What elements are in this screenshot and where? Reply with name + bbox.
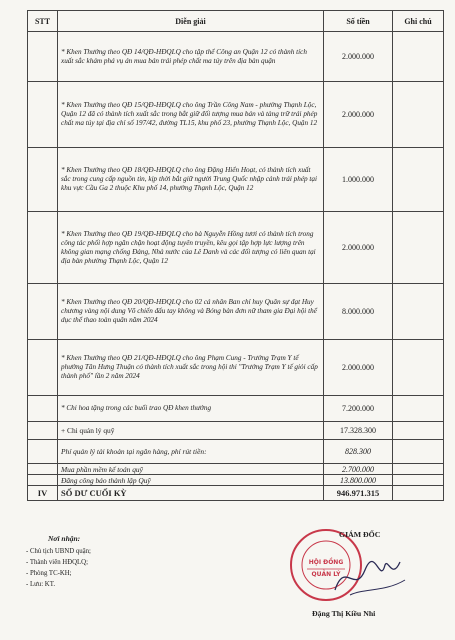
row-stt [28,396,58,422]
row-stt [28,464,58,475]
header-description: Diễn giải [58,11,324,32]
row-amount: 828.300 [324,440,393,464]
row-description: Đăng công báo thành lập Quỹ [58,475,324,486]
row-note [393,284,444,340]
row-amount: 2.000.000 [324,82,393,148]
table-row [28,148,444,212]
final-balance-row [28,486,444,501]
recipient-item: - Phòng TC-KH; [26,570,72,577]
svg-text:HỘI ĐỒNG: HỘI ĐỒNG [308,559,344,566]
row-amount: 17.328.300 [324,422,393,440]
signatory-name: Đặng Thị Kiều Nhi [312,609,376,618]
row-stt [28,284,58,340]
official-seal-icon [287,526,365,604]
table-row [28,440,444,464]
final-note [393,486,444,501]
row-amount: 7.200.000 [324,396,393,422]
table-row [28,475,444,486]
row-note [393,440,444,464]
table-row [28,340,444,396]
row-description: Mua phần mềm kế toán quỹ [58,464,324,475]
row-description: * Khen Thưởng theo QĐ 14/QĐ-HĐQLQ cho tập thể Công an Quận 12 có thành tích xuất sắc khám phá vụ án mua bán trái phép chất ma túy trên địa bàn quận [58,32,324,82]
row-stt [28,440,58,464]
row-stt [28,422,58,440]
row-stt [28,148,58,212]
table-header-row [28,11,444,32]
row-amount: 2.000.000 [324,212,393,284]
row-stt [28,340,58,396]
table-row [28,32,444,82]
final-amount: 946.971.315 [324,486,393,501]
table-row [28,396,444,422]
recipients-title: Nơi nhận: [48,534,81,543]
recipients-list [26,546,91,590]
row-description: * Khen Thưởng theo QĐ 18/QĐ-HĐQLQ cho ông Đặng Hiển Hoạt, có thành tích xuất sắc trong cung cấp nguồn tin, kịp thời bắt giữ người Trung Quốc nhập cảnh trái phép tại khu vực Cầu Ga 2 thuộc Khu phố 14, phường Thạnh Lộc, Quận 12 [58,148,324,212]
row-description: * Khen Thưởng theo QĐ 21/QĐ-HĐQLQ cho ông Phạm Cung - Trưởng Trạm Y tế phường Tân Hưng Thuận có thành tích xuất sắc trong hội thi "Trưởng Trạm Y tế giỏi cấp thành phố" lần 2 năm 2024 [58,340,324,396]
row-amount: 2.000.000 [324,32,393,82]
row-note [393,464,444,475]
row-stt [28,82,58,148]
row-description: + Chi quản lý quỹ [58,422,324,440]
row-amount: 8.000.000 [324,284,393,340]
row-note [393,475,444,486]
row-note [393,212,444,284]
table-row [28,284,444,340]
final-stt: IV [28,486,58,501]
row-note [393,82,444,148]
row-amount: 1.000.000 [324,148,393,212]
header-note: Ghi chú [393,11,444,32]
handwritten-signature-icon [330,550,410,605]
table-row [28,212,444,284]
row-description: * Khen Thưởng theo QĐ 20/QĐ-HĐQLQ cho 02 cá nhân Ban chỉ huy Quân sự đạt Huy chương vàng nội dung Võ chiến đấu tay không và Bóng bàn đơn nữ tham gia Đại hội thể dục thể thao toàn quân năm 2024 [58,284,324,340]
final-description: SỐ DƯ CUỐI KỲ [58,486,324,501]
row-description: Phí quản lý tài khoản tại ngân hàng, phí rút tiền: [58,440,324,464]
expense-table [27,10,444,501]
signatory-title: GIÁM ĐỐC [339,530,381,539]
row-amount: 13.800.000 [324,475,393,486]
row-description: * Khen Thưởng theo QĐ 19/QĐ-HĐQLQ cho bà Nguyễn Hồng tươi có thành tích trong công tác phối hợp ngăn chặn hoạt động tuyên truyền, kêu gọi tập hợp lực lượng trên không gian mạng chống Đảng, Nhà nước của Lê Danh và các đối tượng có liên quan tại địa bàn phường Thạnh Lộc, Quận 12 [58,212,324,284]
row-note [393,422,444,440]
row-description: * Chi hoa tặng trong các buổi trao QĐ khen thưởng [58,396,324,422]
row-stt [28,212,58,284]
row-description: * Khen Thưởng theo QĐ 15/QĐ-HĐQLQ cho ông Trần Công Nam - phường Thạnh Lộc, Quận 12 đã có thành tích xuất sắc trong bắt giữ đối tượng mua bán và tàng trữ trái phép chất ma túy tại địa chỉ số 197/42, đường TL15, khu phố 23, phường Thạnh Lộc, Quận 12 [58,82,324,148]
svg-text:QUẢN LÝ: QUẢN LÝ [311,571,341,578]
row-stt [28,475,58,486]
table-row [28,464,444,475]
header-amount: Số tiền [324,11,393,32]
row-stt [28,32,58,82]
table-row [28,422,444,440]
recipient-item: - Lưu: KT. [26,581,56,588]
row-note [393,396,444,422]
row-amount: 2.000.000 [324,340,393,396]
row-note [393,340,444,396]
header-stt: STT [28,11,58,32]
table-row [28,82,444,148]
row-amount: 2.700.000 [324,464,393,475]
row-note [393,148,444,212]
recipient-item: - Chủ tịch UBND quận; [26,548,91,555]
recipient-item: - Thành viên HĐQLQ; [26,559,88,566]
row-note [393,32,444,82]
